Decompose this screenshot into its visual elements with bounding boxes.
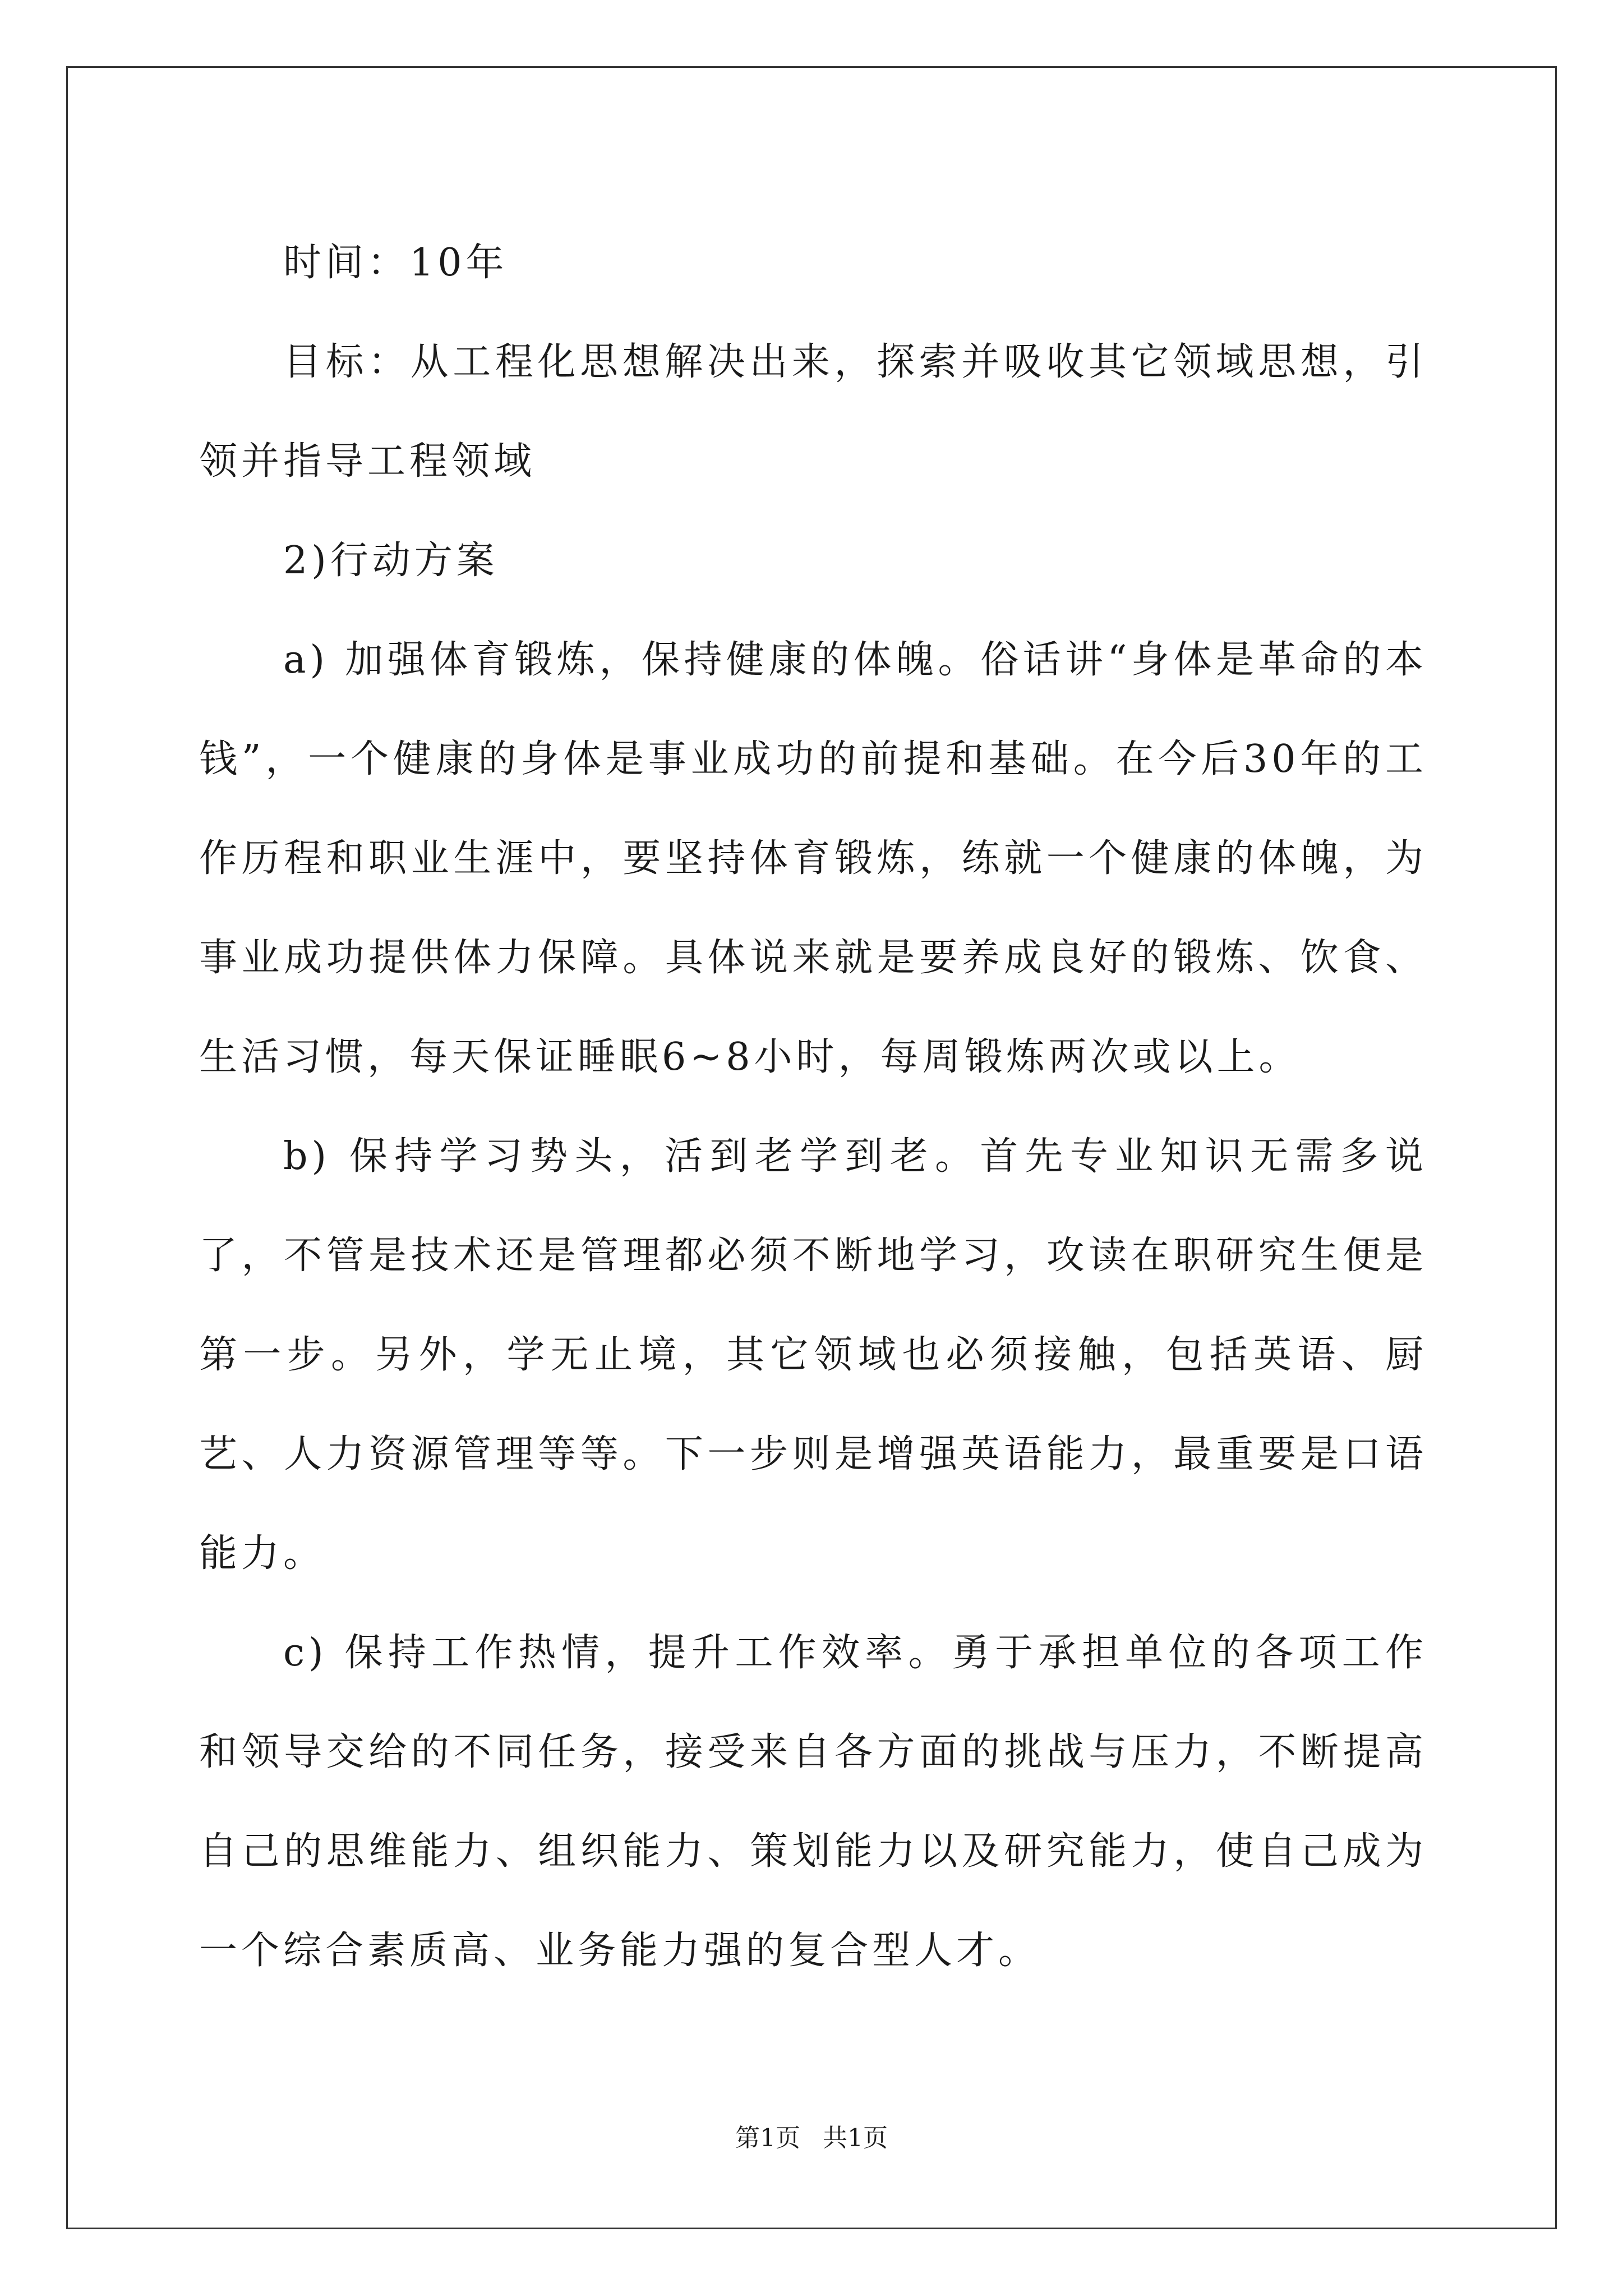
paragraph-goal: 目标：从工程化思想解决出来，探索并吸收其它领域思想，引领并指导工程领域 [199,340,1427,484]
page-footer [0,2122,1623,2155]
paragraph-time: 时间：10年 [283,241,508,285]
paragraph-item-c: c) 保持工作热情，提升工作效率。勇于承担单位的各项工作和领导交给的不同任务，接受来自各方面的挑战与压力，不断提高自己的思维能力、组织能力、策划能力以及研究能力，使自己成为一个综合素质高、业务能力强的复合型人才。 [199,1631,1427,1973]
page-number: 第1页 [735,2124,800,2152]
paragraph-action-plan-heading: 2)行动方案 [283,539,499,583]
page-total: 共1页 [823,2124,888,2152]
paragraph-item-a: a) 加强体育锻炼，保持健康的体魄。俗话讲“身体是革命的本钱”，一个健康的身体是事业成功的前提和基础。在今后30年的工作历程和职业生涯中，要坚持体育锻炼，练就一个健康的体魄，为事业成功提供体力保障。具体说来就是要养成良好的锻炼、饮食、生活习惯，每天保证睡眠6~8小时，每周锻炼两次或以上。 [199,638,1427,1079]
paragraph-item-b: b) 保持学习势头，活到老学到老。首先专业知识无需多说了，不管是技术还是管理都必须不断地学习，攻读在职研究生便是第一步。另外，学无止境，其它领域也必须接触，包括英语、厨艺、人力资源管理等等。下一步则是增强英语能力，最重要是口语能力。 [199,1134,1427,1576]
document-body [199,213,1427,2000]
